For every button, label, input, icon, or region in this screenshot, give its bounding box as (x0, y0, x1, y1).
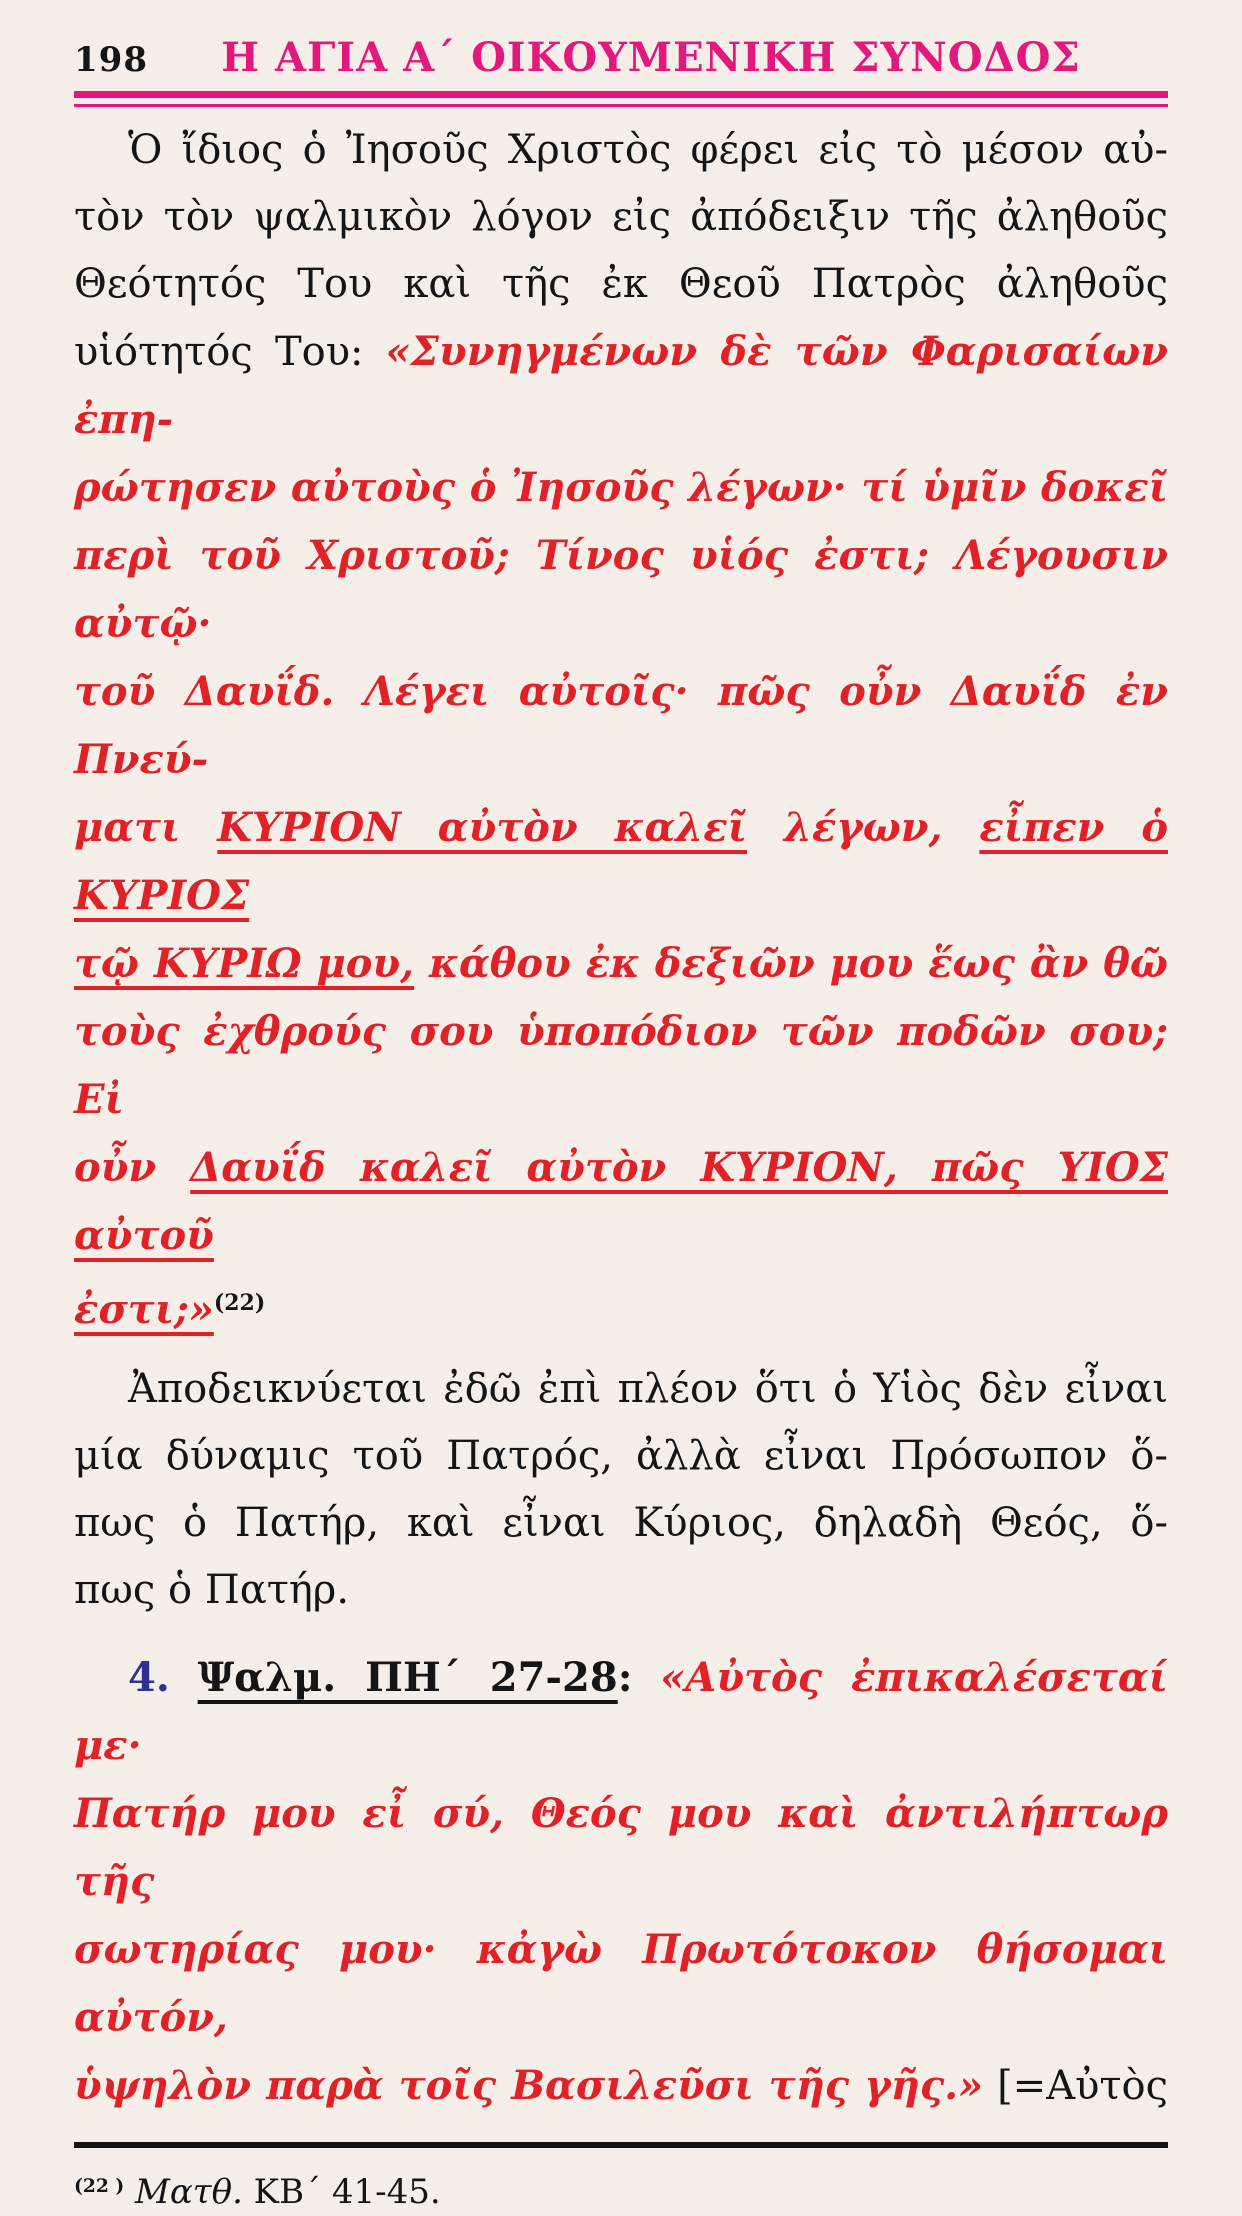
text-line (74, 184, 1168, 251)
footnote (74, 2162, 1168, 2216)
text-segment: Ψαλμ. ΠΗ´ 27-28 (197, 1654, 618, 1702)
paragraph-psalm-quote (74, 1644, 1168, 2120)
text-segment: 4. (128, 1654, 170, 1702)
text-segment: Ἀποδεικνύεται ἐδῶ ἐπὶ πλέον ὅτι ὁ Υἱὸς δὲν εἶναι (128, 1366, 1168, 1413)
page-title: Η ΑΓΙΑ Α´ ΟΙΚΟΥΜΕΝΙΚΗ ΣΥΝΟΔΟΣ (221, 34, 1081, 81)
text-line (74, 998, 1168, 1134)
text-line (74, 454, 1168, 522)
text-segment: Θεότητός Του καὶ τῆς ἐκ Θεοῦ Πατρὸς ἀληθοῦς (74, 261, 1168, 307)
text-line (74, 794, 1168, 930)
text-segment: σωτηρίας μου· κἀγὼ Πρωτότοκον θήσομαι αὐτόν, (74, 1926, 1168, 2042)
text-segment: τοῦ Δαυΐδ. Λέγει αὐτοῖς· πῶς οὖν Δαυΐδ ἐν Πνεύ- (74, 668, 1168, 783)
text-line (74, 251, 1168, 318)
text-line (74, 1490, 1168, 1557)
paragraph-gospel-quote (74, 117, 1168, 1344)
text-line (74, 318, 1168, 454)
text-line (74, 1134, 1168, 1270)
text-line (74, 2162, 1168, 2216)
text-line (74, 1423, 1168, 1490)
page-header (74, 34, 1168, 81)
text-segment: Ματθ. (124, 2172, 243, 2213)
text-line (74, 522, 1168, 658)
text-segment: ΚΥΡΙΟΝ αὐτὸν καλεῖ (217, 804, 747, 851)
text-line (74, 1356, 1168, 1423)
text-segment: τὸν τὸν ψαλμικὸν λόγον εἰς ἀπόδειξιν τῆς ἀληθοῦς (74, 194, 1168, 240)
text-line (74, 2052, 1168, 2120)
paragraph-commentary (74, 1356, 1168, 1624)
text-segment: λέγων, (747, 804, 980, 851)
text-segment (170, 1655, 198, 1701)
text-segment: κάθου ἐκ δεξιῶν μου ἕως ἂν θῶ (414, 940, 1168, 987)
text-segment: μία δύναμις τοῦ Πατρός, ἀλλὰ εἶναι Πρόσωπον ὅ- (74, 1433, 1168, 1480)
text-segment: ἐστι;» (74, 1286, 214, 1334)
text-segment: υἱότητός Του: (74, 329, 386, 375)
text-segment: Ὁ ἴδιος ὁ Ἰησοῦς Χριστὸς φέρει εἰς τὸ μέσον αὐ- (128, 127, 1168, 173)
text-segment: ματι (74, 804, 218, 851)
page-number: 198 (74, 40, 148, 80)
text-line (74, 658, 1168, 794)
text-line (74, 1270, 1168, 1344)
text-segment: (22 ) (74, 2175, 125, 2198)
text-segment: ρώτησεν αὐτοὺς ὁ Ἰησοῦς λέγων· τί ὑμῖν δοκεῖ (74, 464, 1168, 511)
text-segment: [=Αὐτὸς (983, 2063, 1169, 2110)
text-line (74, 1780, 1168, 1916)
text-line (74, 1557, 1168, 1624)
text-segment: «Αὐτὸς ἐπικαλέσεταί με· (74, 1654, 1168, 1770)
text-line (74, 117, 1168, 184)
text-segment: ΚΒ´ 41-45. (242, 2172, 441, 2213)
footnote-rule (74, 2142, 1168, 2148)
text-segment: πως ὁ Πατήρ. (74, 1567, 350, 1614)
text-segment: Πατήρ μου εἶ σύ, Θεός μου καὶ ἀντιλήπτωρ τῆς (74, 1790, 1168, 1906)
text-segment: τοὺς ἐχθρούς σου ὑποπόδιον τῶν ποδῶν σου; Εἰ (74, 1008, 1168, 1123)
text-segment: τῷ ΚΥΡΙΩ μου, (74, 940, 415, 987)
text-segment: εἶπεν ὁ ΚΥΡΙΟΣ (74, 804, 1169, 919)
text-segment: ὑψηλὸν παρὰ τοῖς Βασιλεῦσι τῆς γῆς.» (74, 2062, 984, 2110)
header-double-rule (74, 91, 1168, 107)
text-segment: (22) (213, 1290, 266, 1316)
text-segment: Δαυΐδ καλεῖ αὐτὸν ΚΥΡΙΟΝ, πῶς ΥΙΟΣ αὐτοῦ (74, 1144, 1168, 1259)
text-segment: «Συνηγμένων δὲ τῶν Φαρισαίων ἐπη- (74, 328, 1169, 443)
text-line (74, 1644, 1168, 1780)
text-line (74, 1916, 1168, 2052)
text-segment: οὖν (74, 1144, 191, 1191)
text-segment (632, 1655, 660, 1701)
text-segment: περὶ τοῦ Χριστοῦ; Τίνος υἱός ἐστι; Λέγουσιν αὐτῷ· (74, 532, 1168, 647)
text-segment: πως ὁ Πατήρ, καὶ εἶναι Κύριος, δηλαδὴ Θεός, ὅ- (74, 1500, 1168, 1547)
text-segment: : (617, 1654, 633, 1702)
text-line (74, 930, 1168, 998)
